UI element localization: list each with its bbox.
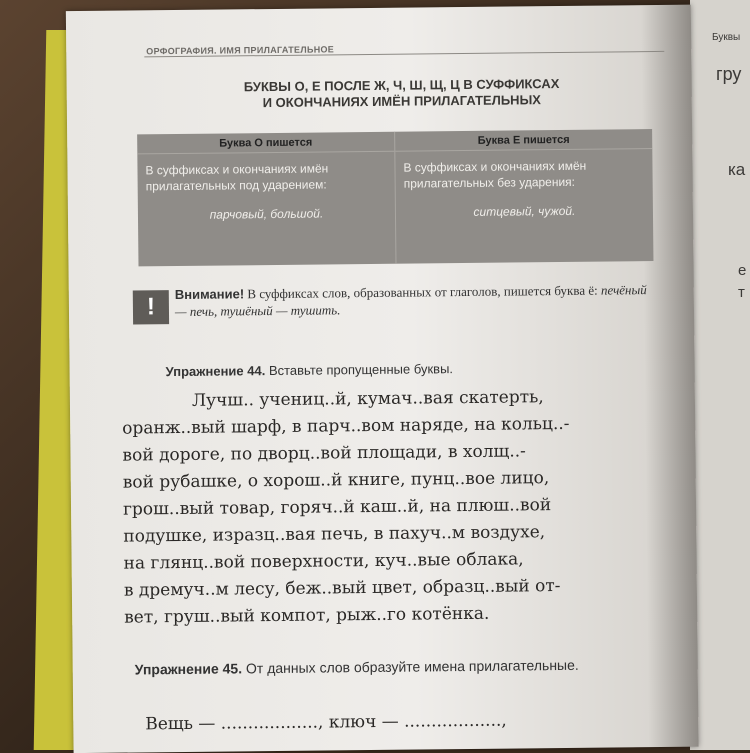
- exercise-number: Упражнение 44.: [165, 363, 266, 380]
- exercise-line: вой рубашке, о хорош..й книге, пунц..вое лицо,: [122, 468, 550, 493]
- exercise-line: вет, груш..вый компот, рыж..го котёнка.: [124, 603, 490, 628]
- exclamation-icon: !: [133, 290, 169, 324]
- column-body: В суффиксах и окончаниях имён прилагательных без ударения:: [403, 158, 587, 191]
- rule-title-line2: И ОКОНЧАНИЯХ ИМЁН ПРИЛАГАТЕЛЬНЫХ: [262, 92, 541, 111]
- exercise-45: [135, 655, 675, 680]
- exercise-line: вой дороге, по дворц..вой площади, в холщ..-: [122, 441, 526, 466]
- column-body: В суффиксах и окончаниях имён прилагательных под ударением:: [145, 161, 329, 194]
- rule-title-line1: БУКВЫ О, Е ПОСЛЕ Ж, Ч, Ш, Щ, Ц В СУФФИКСАХ: [243, 75, 560, 95]
- exercise-line: в дремуч..м лесу, беж..вый цвет, образц..вый от-: [123, 576, 561, 601]
- rule-column-e: [394, 129, 653, 264]
- textbook-page: [66, 5, 699, 753]
- section-header: ОРФОГРАФИЯ. ИМЯ ПРИЛАГАТЕЛЬНОЕ: [146, 44, 335, 57]
- right-page: [690, 0, 750, 750]
- exercise-instruction: Вставьте пропущенные буквы.: [268, 361, 454, 379]
- column-header: Буква О пишется: [137, 136, 394, 155]
- exercise-number: Упражнение 45.: [134, 660, 243, 678]
- exercise-line: на глянц..вой поверхности, куч..вые облака,: [123, 549, 524, 574]
- warning-note: [175, 281, 655, 320]
- exercise-line: оранж..вый шарф, в парч..вом наряде, на кольц..-: [122, 413, 570, 439]
- exercise-line: Лучш.. учениц..й, кумач..вая скатерть,: [191, 387, 544, 411]
- right-page-fragment: т: [738, 284, 745, 301]
- exercise-line: грош..вый товар, горяч..й каш..й, на плюш..вой: [122, 495, 552, 520]
- exercise-45-fill-line: Вещь — .................., ключ — ..................,: [145, 710, 507, 735]
- rule-title: [167, 75, 637, 112]
- column-example: ситцевый, чужой.: [473, 203, 576, 219]
- exercise-instruction: От данных слов образуйте имена прилагательные.: [245, 656, 579, 677]
- rule-table: [137, 129, 653, 266]
- exercise-line: подушке, изразц..вая печь, в пахуч..м воздухе,: [123, 522, 546, 547]
- right-page-fragment: е: [738, 262, 747, 279]
- exercise-44-text: [122, 383, 670, 632]
- right-page-fragment: Буквы: [712, 32, 741, 43]
- column-example: парчовый, большой.: [209, 206, 324, 222]
- warning-text: В суффиксах слов, образованных от глаголов, пишется буква ё:: [247, 282, 598, 302]
- warning-label: Внимание!: [174, 286, 245, 303]
- warning-example: печёный — печь, тушёный — тушить.: [174, 282, 647, 320]
- right-page-fragment: гру: [716, 64, 742, 84]
- right-page-fragment: ка: [728, 160, 746, 179]
- rule-column-o: [137, 132, 395, 267]
- exercise-44-title: [166, 361, 454, 379]
- column-header: Буква Е пишется: [395, 133, 652, 152]
